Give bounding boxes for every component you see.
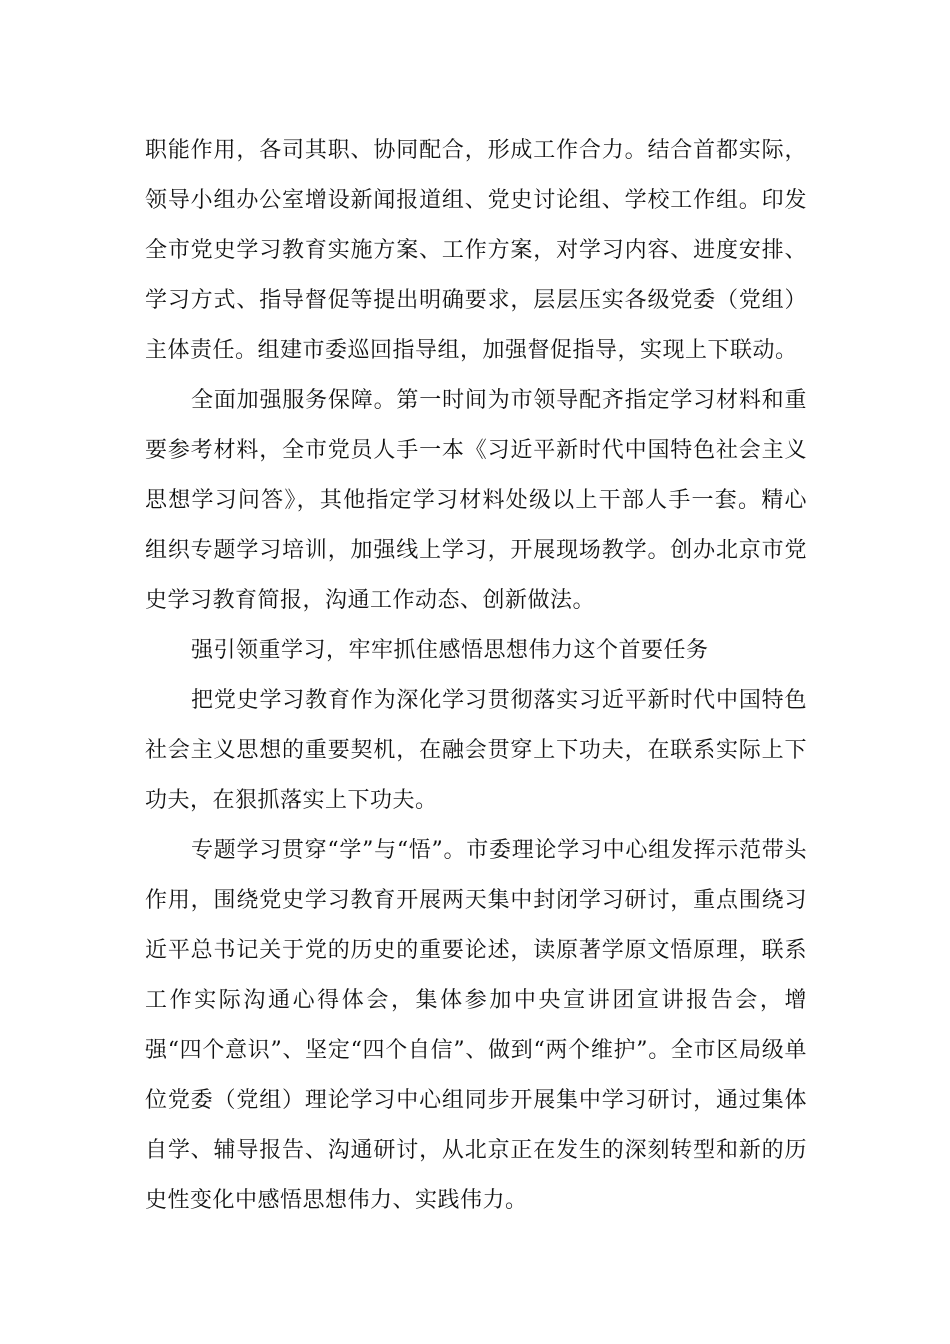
paragraph-continuation: 职能作用，各司其职、协同配合，形成工作合力。结合首都实际，领导小组办公室增设新闻报道组、党史讨论组、学校工作组。印发全市党史学习教育实施方案、工作方案，对学习内容、进度安排、学习方式、指导督促等提出明确要求，层层压实各级党委（党组）主体责任。组建市委巡回指导组，加强督促指导，实现上下联动。 (145, 138, 807, 363)
paragraph-special-study: 专题学习贯穿“学”与“悟”。市委理论学习中心组发挥示范带头作用，围绕党史学习教育开展两天集中封闭学习研讨，重点围绕习近平总书记关于党的历史的重要论述，读原著学原文悟原理，联系工作实际沟通心得体会，集体参加中央宣讲团宣讲报告会，增强“四个意识”、坚定“四个自信”、做到“两个维护”。全市区局级单位党委（党组）理论学习中心组同步开展集中学习研讨，通过集体自学、辅导报告、沟通研讨，从北京正在发生的深刻转型和新的历史性变化中感悟思想伟力、实践伟力。 (145, 838, 807, 1213)
section-heading: 强引领重学习，牢牢抓住感悟思想伟力这个首要任务 (191, 638, 709, 663)
paragraph-service-guarantee: 全面加强服务保障。第一时间为市领导配齐指定学习材料和重要参考材料，全市党员人手一本《习近平新时代中国特色社会主义思想学习问答》，其他指定学习材料处级以上干部人手一套。精心组织专题学习培训，加强线上学习，开展现场教学。创办北京市党史学习教育简报，沟通工作动态、创新做法。 (145, 388, 807, 613)
paragraph-study-opportunity: 把党史学习教育作为深化学习贯彻落实习近平新时代中国特色社会主义思想的重要契机，在融会贯穿上下功夫，在联系实际上下功夫，在狠抓落实上下功夫。 (145, 688, 807, 813)
document-page (145, 126, 807, 1226)
